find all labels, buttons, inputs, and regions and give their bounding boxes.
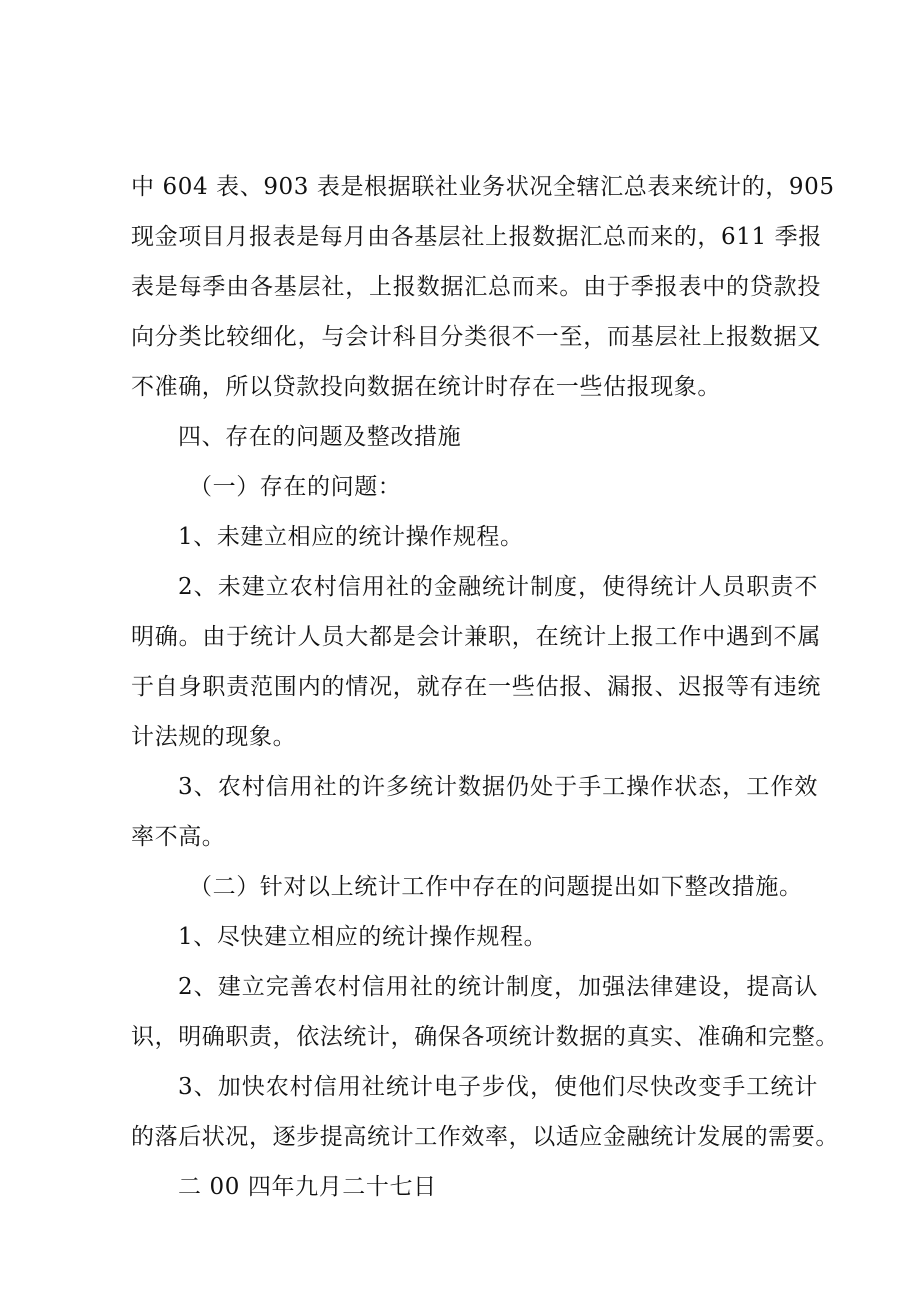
paragraph-line: 向分类比较细化，与会计科目分类很不一至，而基层社上报数据又 [131,324,821,350]
list-item: 3、加快农村信用社统计电子步伐，使他们尽快改变手工统计 [178,1074,818,1100]
list-item: 3、农村信用社的许多统计数据仍处于手工操作状态，工作效 [178,774,818,800]
paragraph-line: 不准确，所以贷款投向数据在统计时存在一些估报现象。 [131,374,721,400]
paragraph-line: 中 604 表、903 表是根据联社业务状况全辖汇总表来统计的，905 [131,174,835,200]
list-item: 1、未建立相应的统计操作规程。 [178,524,524,550]
list-item: 2、未建立农村信用社的金融统计制度，使得统计人员职责不 [178,574,818,600]
paragraph-line: 现金项目月报表是每月由各基层社上报数据汇总而来的，611 季报 [131,224,822,250]
document-date: 二 00 四年九月二十七日 [178,1174,437,1200]
section-heading: 四、存在的问题及整改措施 [178,424,462,450]
list-item: 1、尽快建立相应的统计操作规程。 [178,924,548,950]
list-item: 2、建立完善农村信用社的统计制度，加强法律建设，提高认 [178,974,818,1000]
paragraph-line: 计法规的现象。 [131,724,297,750]
paragraph-line: 率不高。 [131,824,226,850]
subsection-heading: （一）存在的问题： [189,474,402,500]
paragraph-line: 明确。由于统计人员大都是会计兼职，在统计上报工作中遇到不属 [131,624,821,650]
paragraph-line: 于自身职责范围内的情况，就存在一些估报、漏报、迟报等有违统 [131,674,821,700]
paragraph-line: 的落后状况，逐步提高统计工作效率，以适应金融统计发展的需要。 [131,1124,839,1150]
paragraph-line: 表是每季由各基层社，上报数据汇总而来。由于季报表中的贷款投 [131,274,821,300]
paragraph-line: 识，明确职责，依法统计，确保各项统计数据的真实、准确和完整。 [131,1024,839,1050]
subsection-heading: （二）针对以上统计工作中存在的问题提出如下整改措施。 [189,874,803,900]
